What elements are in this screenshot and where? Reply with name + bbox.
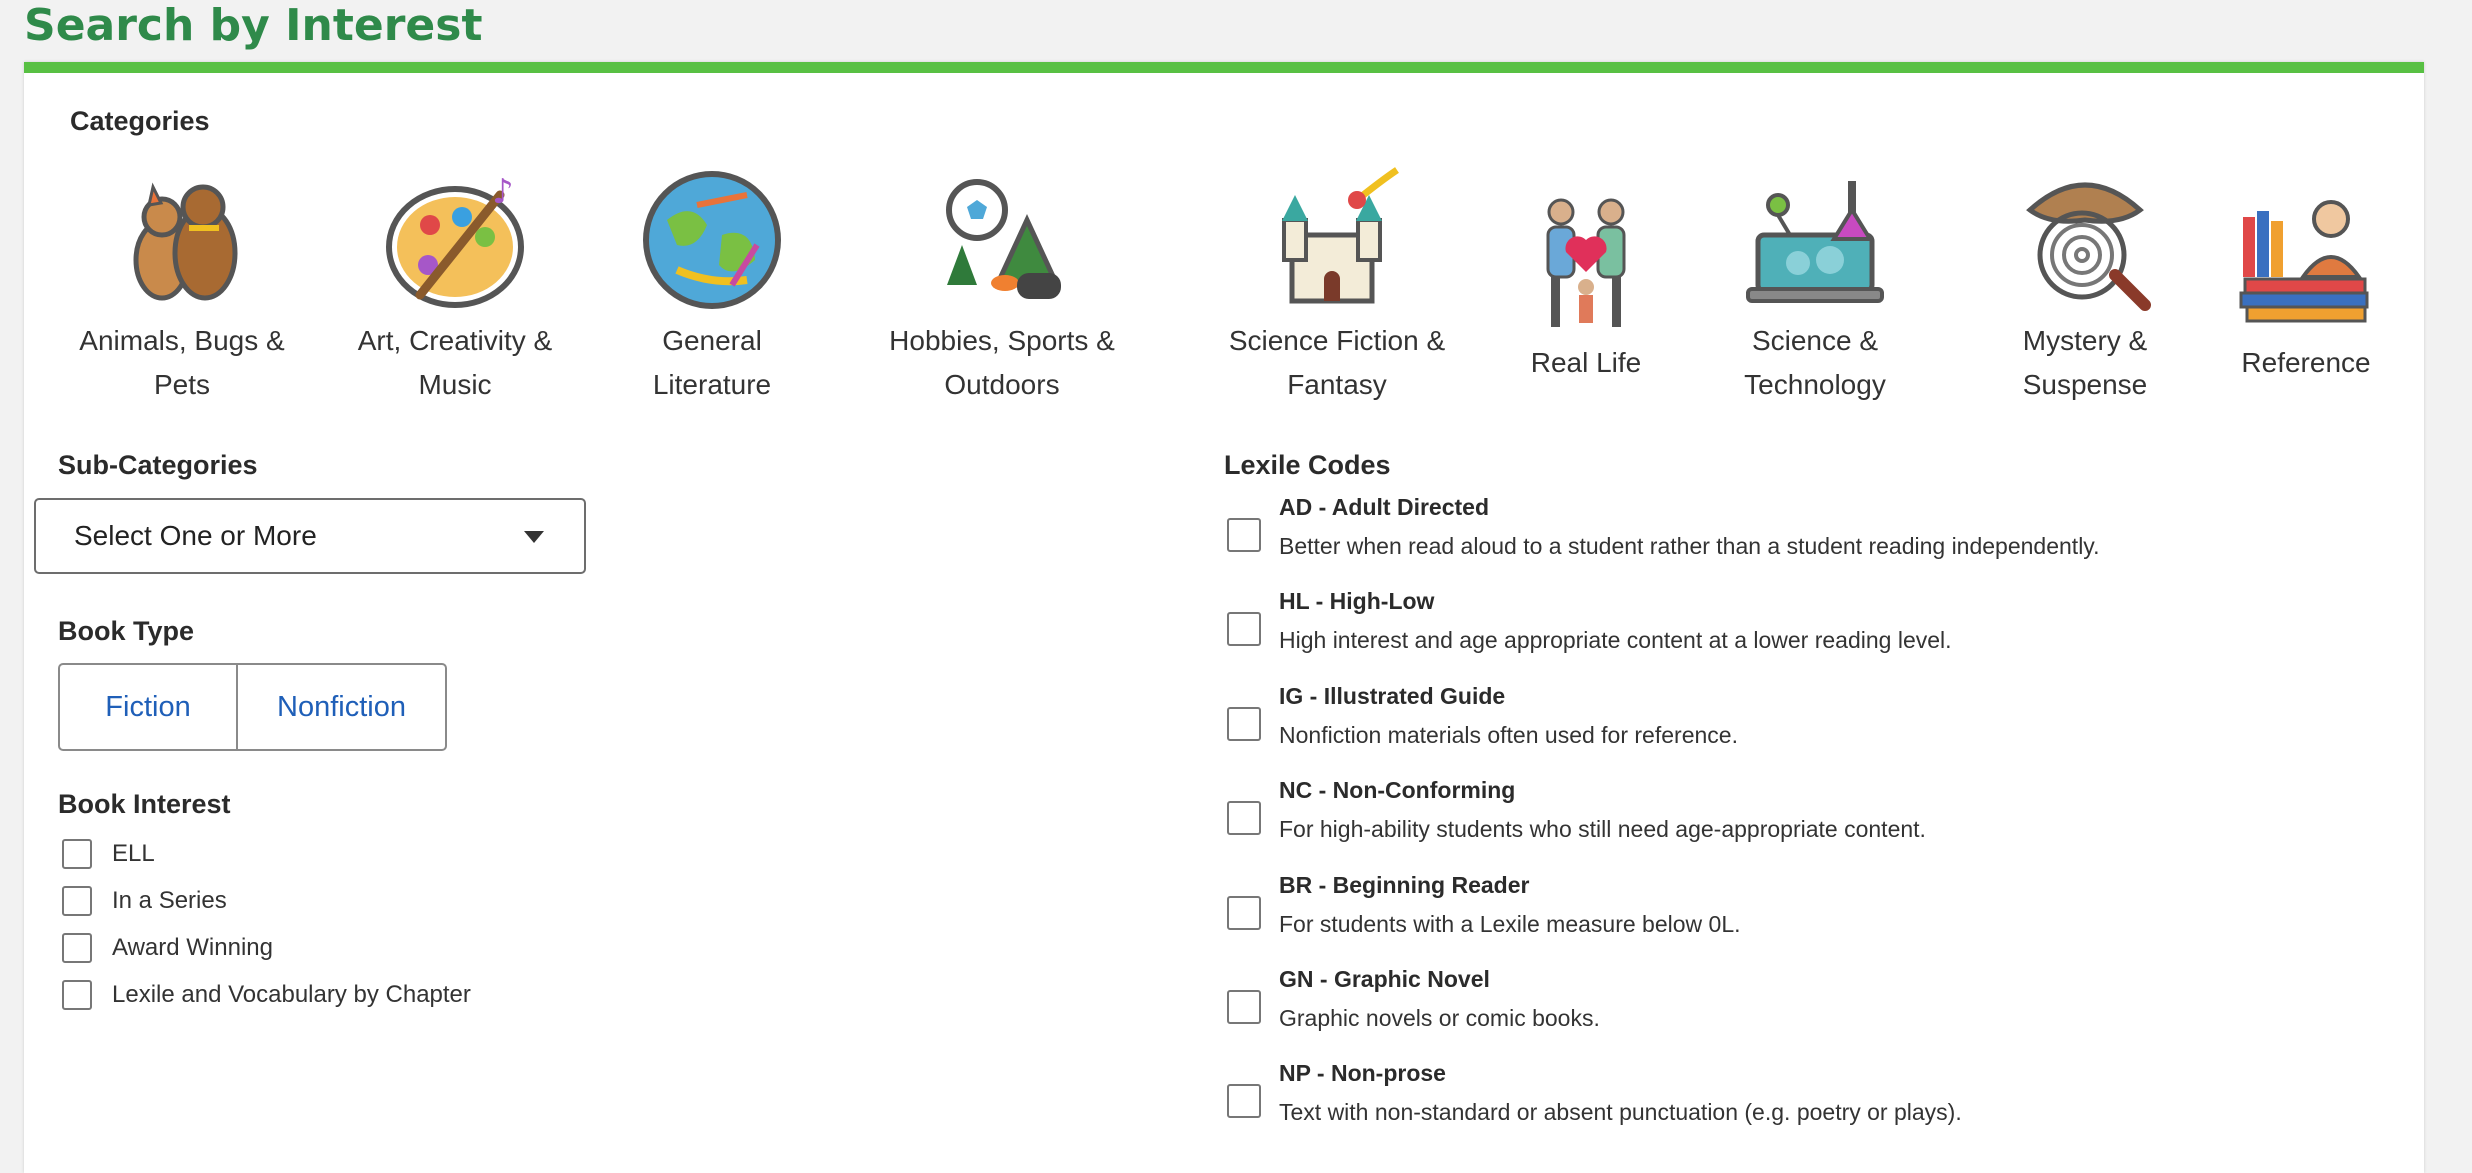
globe-book-icon (637, 165, 787, 315)
category-label-line2: Technology (1744, 369, 1886, 400)
interest-option-label: Lexile and Vocabulary by Chapter (112, 981, 471, 1008)
lexile-code-title: HL - High-Low (1279, 588, 1435, 614)
category-label-line1: Science Fiction & (1228, 325, 1446, 356)
chevron-down-icon (524, 531, 544, 543)
interest-option-ell[interactable] (62, 839, 155, 869)
category-label-line2: Outdoors (944, 369, 1060, 400)
checkbox[interactable] (62, 886, 92, 916)
checkbox[interactable] (1227, 518, 1261, 552)
book-type-heading: Book Type (58, 616, 195, 646)
book-type-toggle (58, 663, 447, 751)
category-label-line1: Mystery & (2022, 325, 2148, 356)
category-reference[interactable] (2226, 187, 2386, 385)
subcategories-select-value: Select One or More (74, 520, 317, 551)
lexile-code-description: Nonfiction materials often used for reference. (1279, 722, 1738, 748)
checkbox[interactable] (1227, 707, 1261, 741)
lexile-code-description: For high-ability students who still need age-appropriate content. (1279, 816, 1926, 842)
family-heart-icon (1526, 187, 1646, 337)
lexile-code-description: High interest and age appropriate content at a lower reading level. (1279, 627, 1952, 653)
interest-option-award[interactable] (62, 933, 273, 963)
lexile-code-title: GN - Graphic Novel (1279, 966, 1490, 992)
category-label-line2: Music (418, 369, 492, 400)
lexile-code-title: IG - Illustrated Guide (1279, 683, 1506, 709)
checkbox[interactable] (1227, 990, 1261, 1024)
interest-option-label: Award Winning (112, 934, 273, 961)
interest-option-label: In a Series (112, 887, 227, 914)
checkbox[interactable] (62, 980, 92, 1010)
checkbox[interactable] (1227, 801, 1261, 835)
categories-heading: Categories (70, 106, 210, 136)
book-interest-heading: Book Interest (58, 789, 231, 819)
category-scifi-fantasy[interactable] (1222, 165, 1452, 407)
castle-rocket-icon (1262, 165, 1412, 315)
checkbox[interactable] (1227, 1084, 1261, 1118)
palette-icon (380, 165, 530, 315)
lexile-code-description: Text with non-standard or absent punctuation (e.g. poetry or plays). (1279, 1099, 1962, 1125)
laptop-flask-icon (1740, 165, 1890, 315)
lexile-code-title: NP - Non-prose (1279, 1060, 1446, 1086)
sports-camping-icon (927, 165, 1077, 315)
lexile-code-title: BR - Beginning Reader (1279, 872, 1530, 898)
lexile-code-title: AD - Adult Directed (1279, 494, 1489, 520)
checkbox[interactable] (1227, 612, 1261, 646)
lexile-code-title: NC - Non-Conforming (1279, 777, 1516, 803)
fingerprint-magnifier-icon (2010, 165, 2160, 315)
interest-option-lexile-vocab[interactable] (62, 980, 471, 1010)
category-real-life[interactable] (1506, 187, 1666, 385)
interest-option-series[interactable] (62, 886, 227, 916)
category-mystery[interactable] (1990, 165, 2180, 407)
category-art[interactable] (345, 165, 565, 407)
category-label-line2: Pets (153, 369, 211, 400)
category-science-technology[interactable] (1720, 165, 1910, 407)
subcategories-heading: Sub-Categories (58, 450, 258, 480)
checkbox[interactable] (62, 839, 92, 869)
checkbox[interactable] (1227, 896, 1261, 930)
category-label-line1: Animals, Bugs & (79, 325, 285, 356)
lexile-code-description: Graphic novels or comic books. (1279, 1005, 1600, 1031)
category-label-line1: Reference (2241, 347, 2371, 378)
category-label-line1: Real Life (1530, 347, 1642, 378)
lexile-code-description: Better when read aloud to a student rather than a student reading independently. (1279, 533, 2100, 559)
category-animals[interactable] (72, 165, 292, 407)
interest-option-label: ELL (112, 840, 155, 867)
page-title: Search by Interest (24, 0, 483, 51)
category-label-line2: Fantasy (1287, 369, 1387, 400)
category-hobbies[interactable] (882, 165, 1122, 407)
lexile-code-description: For students with a Lexile measure below 0L. (1279, 911, 1741, 937)
lexile-codes-heading: Lexile Codes (1224, 450, 1391, 480)
category-general-literature[interactable] (612, 165, 812, 407)
category-label-line2: Literature (652, 369, 772, 400)
category-label-line2: Suspense (2022, 369, 2148, 400)
category-label-line1: Art, Creativity & (357, 325, 553, 356)
category-label-line1: General (662, 325, 762, 356)
subcategories-select[interactable] (34, 498, 586, 574)
books-person-icon (2231, 187, 2381, 337)
checkbox[interactable] (62, 933, 92, 963)
fiction-button[interactable]: Fiction (58, 663, 238, 751)
cat-dog-icon (107, 165, 257, 315)
nonfiction-button[interactable]: Nonfiction (238, 663, 447, 751)
category-label-line1: Hobbies, Sports & (889, 325, 1115, 356)
category-label-line1: Science & (1751, 325, 1879, 356)
svg-text:♪: ♪ (492, 172, 514, 212)
